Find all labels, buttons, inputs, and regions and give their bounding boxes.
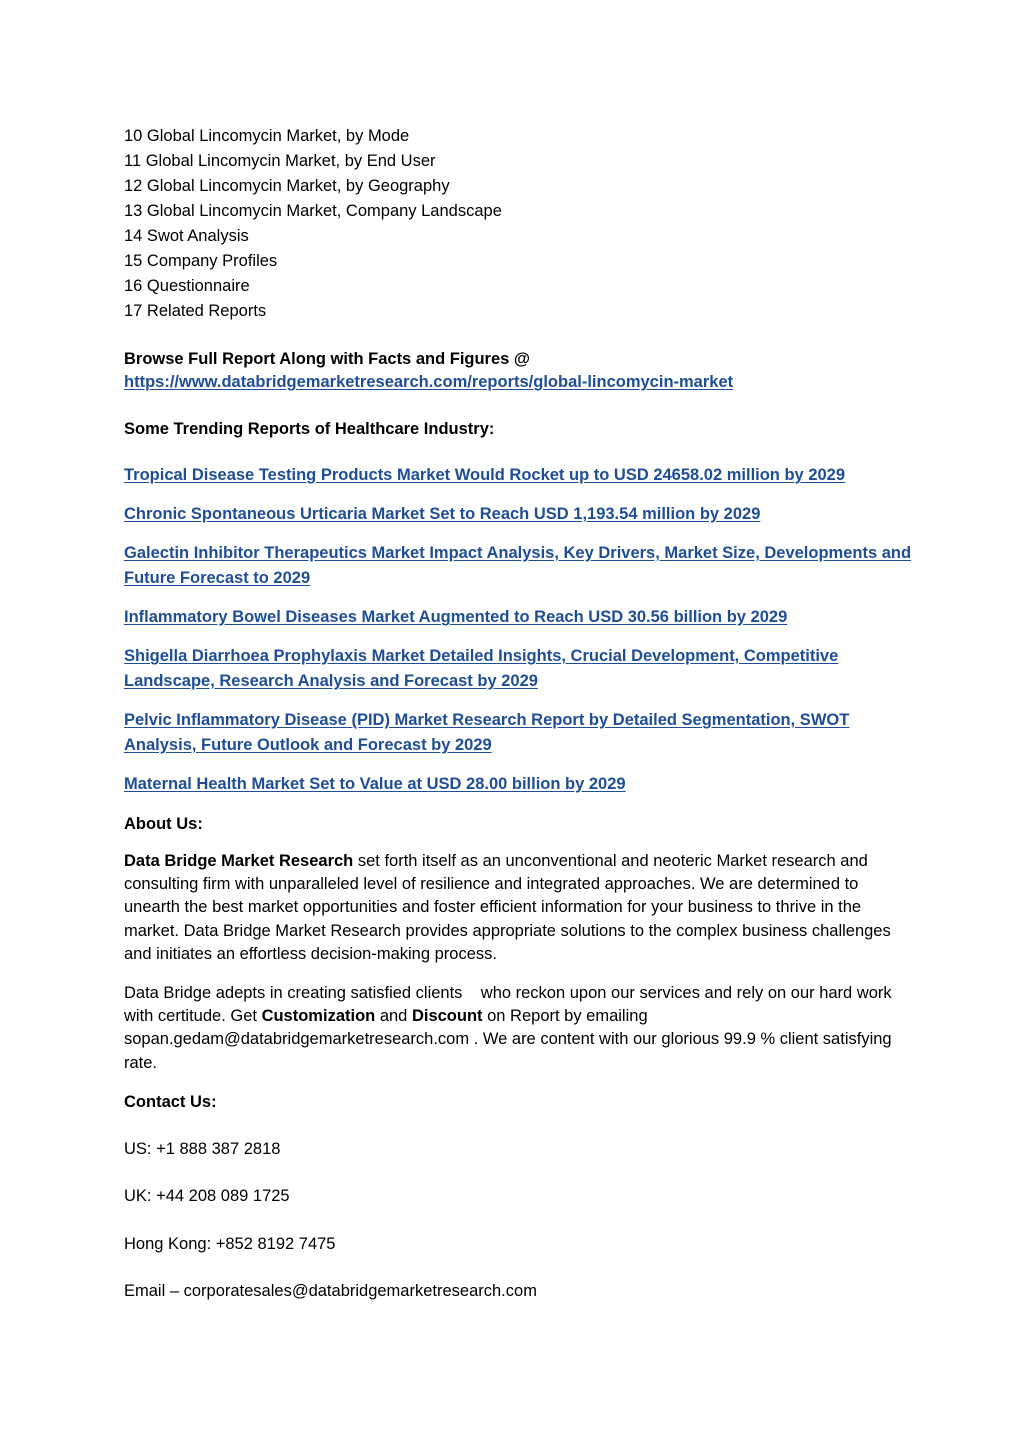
contact-heading: Contact Us: — [124, 1092, 217, 1111]
toc-item: 13 Global Lincomycin Market, Company Landscape — [124, 202, 502, 220]
trending-report-link[interactable]: Tropical Disease Testing Products Market Would Rocket up to USD 24658.02 million by 2029 — [124, 466, 846, 484]
trending-heading: Some Trending Reports of Healthcare Industry: — [124, 420, 495, 438]
trending-report-link[interactable]: Galectin Inhibitor Therapeutics Market Impact Analysis, Key Drivers, Market Size, Developments and Future Forecast to 2029 — [124, 544, 912, 587]
clients-text-end: on Report by emailing sopan.gedam@databridgemarketresearch.com . We are content with our glorious 99.9 % client satisfying rate. — [124, 1007, 892, 1072]
toc-item: 15 Company Profiles — [124, 252, 278, 270]
clients-paragraph — [124, 982, 914, 1075]
trending-report-link[interactable]: Inflammatory Bowel Diseases Market Augmented to Reach USD 30.56 billion by 2029 — [124, 608, 788, 626]
company-name: Data Bridge Market Research — [124, 852, 354, 870]
trending-report-link[interactable]: Shigella Diarrhoea Prophylaxis Market Detailed Insights, Crucial Development, Competitive Landscape, Research Analysis and Forecast by 2029 — [124, 647, 839, 690]
clients-text: Data Bridge adepts in creating satisfied clients who reckon upon our services and rely on our hard work with certitude. Get — [124, 984, 897, 1026]
toc-item: 16 Questionnaire — [124, 277, 250, 295]
trending-section — [124, 418, 914, 797]
table-of-contents — [124, 124, 914, 324]
customization-label: Customization — [261, 1007, 376, 1026]
document-page — [124, 124, 914, 1303]
contact-us-phone: US: +1 888 387 2818 — [124, 1139, 281, 1158]
toc-item: 12 Global Lincomycin Market, by Geography — [124, 177, 450, 195]
about-section — [124, 813, 914, 1075]
contact-email: Email – corporatesales@databridgemarketresearch.com — [124, 1281, 537, 1300]
browse-section — [124, 348, 914, 394]
trending-report-link[interactable]: Chronic Spontaneous Urticaria Market Set to Reach USD 1,193.54 million by 2029 — [124, 505, 761, 523]
toc-item: 10 Global Lincomycin Market, by Mode — [124, 127, 410, 145]
about-text: set forth itself as an unconventional and neoteric Market research and consulting firm with unparalleled level of resilience and integrated approaches. We are determined to unearth the best market opportunities and foster efficient information for your business to thrive in the market. Data Bridge Market Research provides appropriate solutions to the complex business challenges and initiates an effortless decision-making process. — [124, 852, 891, 963]
contact-section — [124, 1091, 914, 1303]
discount-label: Discount — [411, 1007, 483, 1026]
toc-item: 17 Related Reports — [124, 302, 267, 320]
about-heading: About Us: — [124, 815, 203, 833]
toc-item: 14 Swot Analysis — [124, 227, 249, 245]
and-text: and — [375, 1007, 412, 1026]
toc-item: 11 Global Lincomycin Market, by End User — [124, 152, 436, 170]
contact-uk-phone: UK: +44 208 089 1725 — [124, 1186, 290, 1205]
report-url-link[interactable]: https://www.databridgemarketresearch.com/reports/global-lincomycin-market — [124, 373, 734, 391]
contact-hk-phone: Hong Kong: +852 8192 7475 — [124, 1234, 336, 1253]
about-paragraph — [124, 850, 914, 966]
browse-heading: Browse Full Report Along with Facts and Figures @ — [124, 350, 531, 368]
trending-report-link[interactable]: Pelvic Inflammatory Disease (PID) Market Research Report by Detailed Segmentation, SWOT Analysis, Future Outlook and Forecast by 2029 — [124, 711, 850, 754]
trending-report-link[interactable]: Maternal Health Market Set to Value at USD 28.00 billion by 2029 — [124, 775, 626, 793]
